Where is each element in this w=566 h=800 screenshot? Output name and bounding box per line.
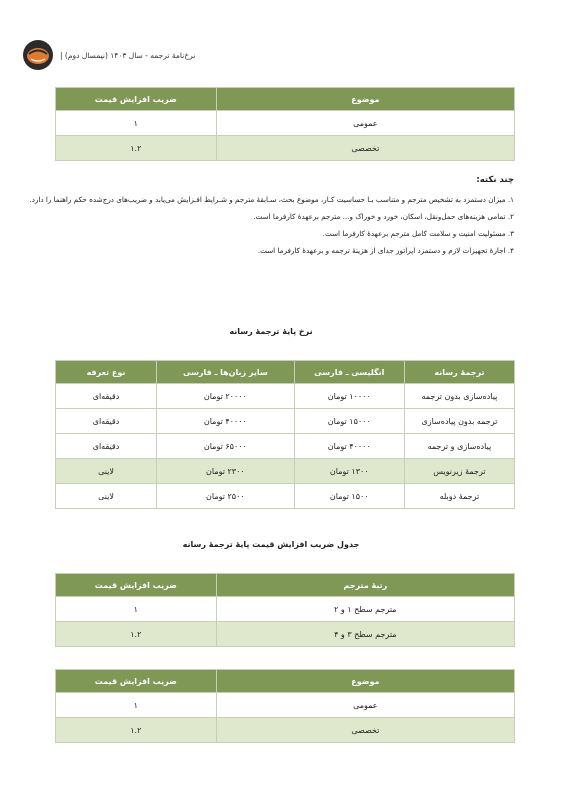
col-header-media: ترجمهٔ رسانه (404, 361, 514, 384)
col-header-english-persian: انگلیسی ـ فارسی (294, 361, 404, 384)
table-row (56, 622, 515, 647)
table-row (56, 409, 515, 434)
table-row (56, 484, 515, 509)
cell-subject: عمومی (216, 693, 514, 718)
notes-title: چند نکته: (476, 175, 514, 185)
note-item: ۲. تمامی هزینه‌های حمل‌ونقل، اسکان، خورد و خوراک و... مترجم برعهدهٔ کارفرما است. (253, 212, 514, 221)
table-row (56, 111, 515, 136)
table-row (56, 384, 515, 409)
cell-english-price: ۱۰۰۰۰ تومان (294, 384, 404, 409)
cell-other-price: ۴۰۰۰۰ تومان (157, 409, 295, 434)
table-row (56, 693, 515, 718)
subject-coefficient-table-top (55, 87, 515, 161)
cell-tariff: دقیقه‌ای (56, 434, 157, 459)
cell-coefficient: ۱.۲ (56, 718, 217, 743)
cell-english-price: ۴۰۰۰۰ تومان (294, 434, 404, 459)
col-header-subject: موضوع (216, 88, 514, 111)
col-header-rank: رتبهٔ مترجم (216, 574, 514, 597)
media-coefficient-title: جدول ضریب افزایش قیمت پایهٔ ترجمهٔ رسانه (182, 540, 360, 549)
cell-tariff: لاینی (56, 484, 157, 509)
cell-tariff: لاینی (56, 459, 157, 484)
cell-tariff: دقیقه‌ای (56, 384, 157, 409)
notes-section (24, 172, 514, 259)
table-row (56, 718, 515, 743)
cell-media: ترجمه بدون پیاده‌سازی (404, 409, 514, 434)
col-header-other-persian: سایر زبان‌ها ـ فارسی (157, 361, 295, 384)
translator-rank-table (55, 573, 515, 647)
cell-media: ترجمهٔ زیرنویس (404, 459, 514, 484)
logo-icon (22, 39, 54, 71)
cell-media: پیاده‌سازی بدون ترجمه (404, 384, 514, 409)
col-header-coefficient: ضریب افزایش قیمت (56, 88, 217, 111)
cell-other-price: ۶۵۰۰۰ تومان (157, 434, 295, 459)
cell-subject: عمومی (216, 111, 514, 136)
col-header-coefficient: ضریب افزایش قیمت (56, 574, 217, 597)
cell-other-price: ۲۰۰۰۰ تومان (157, 384, 295, 409)
col-header-coefficient: ضریب افزایش قیمت (56, 670, 217, 693)
media-base-rate-title: نرخ پایهٔ ترجمهٔ رسانه (229, 327, 313, 336)
col-header-subject: موضوع (216, 670, 514, 693)
media-rate-table (55, 360, 515, 509)
cell-subject: تخصصی (216, 718, 514, 743)
cell-english-price: ۱۵۰۰ تومان (294, 484, 404, 509)
cell-other-price: ۲۵۰۰ تومان (157, 484, 295, 509)
cell-media: ترجمهٔ دوبله (404, 484, 514, 509)
table-row (56, 597, 515, 622)
cell-rank: مترجم سطح ۱ و ۲ (216, 597, 514, 622)
table-row (56, 434, 515, 459)
cell-rank: مترجم سطح ۳ و ۴ (216, 622, 514, 647)
cell-media: پیاده‌سازی و ترجمه (404, 434, 514, 459)
subject-coefficient-table-bottom (55, 669, 515, 743)
cell-english-price: ۱۵۰۰۰ تومان (294, 409, 404, 434)
header-title: نرخ‌نامهٔ ترجمه - سال ۱۴۰۳ (نیمسال دوم) | (60, 50, 196, 60)
note-item: ۱. میزان دستمزد به تشخیص مترجم و متناسب بـا حساسیت کـار، موضوع بحث، سـابقهٔ مترجم و شـرایط افـزایش می‌یابد و ضریب‌های درج‌شده حکم راهنما را دارد. (29, 195, 514, 204)
cell-coefficient: ۱.۲ (56, 622, 217, 647)
cell-coefficient: ۱ (56, 693, 217, 718)
cell-coefficient: ۱ (56, 111, 217, 136)
col-header-tariff-type: نوع تعرفه (56, 361, 157, 384)
cell-coefficient: ۱ (56, 597, 217, 622)
note-item: ۴. اجارهٔ تجهیزات لازم و دستمزد اپراتور جدای از هزینهٔ ترجمه و برعهدهٔ کارفرما است. (257, 246, 514, 255)
table-row (56, 459, 515, 484)
page-header (22, 35, 542, 75)
cell-english-price: ۱۳۰۰ تومان (294, 459, 404, 484)
cell-other-price: ۲۳۰۰ تومان (157, 459, 295, 484)
cell-subject: تخصصی (216, 136, 514, 161)
note-item: ۳. مسئولیت امنیت و سلامت کامل مترجم برعهدهٔ کارفرما است. (322, 229, 514, 238)
cell-coefficient: ۱.۲ (56, 136, 217, 161)
cell-tariff: دقیقه‌ای (56, 409, 157, 434)
table-row (56, 136, 515, 161)
